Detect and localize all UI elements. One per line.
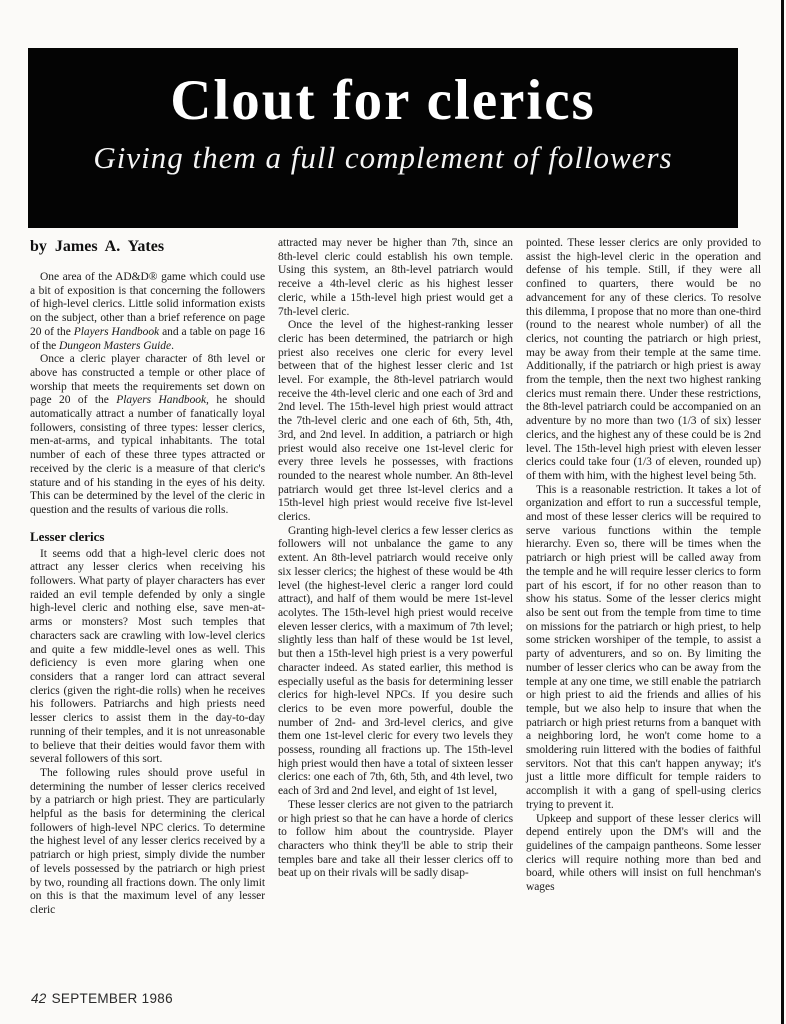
paragraph: This is a reasonable restriction. It takes a lot of organization and effort to run a successful temple, and most of these lesser clerics will be required to serve various functions within the temple hierarchy. Even so, there will be times when the patriarch or high priest will be called away from the temple and he will require lesser clerics to form part of his escort, if for no other reason than to show his status. Some of the lesser clerics might also be sent out from the temple from time to time on missions for the patriarch or high priest, to help some stricken worshiper of the temple, to assist a party of adventurers, and so on. By limiting the number of lesser clerics who can be away from the temple at any one time, we still enable the patriarch or high priest to aid the friends and allies of his temple, but we also help to insure that when the patriarch or high priest returns from a banquet with a neighboring lord, he won't come home to a smoldering ruin littered with the bodies of faithful servitors. Not that this can't happen anyway; it's just a little more difficult for temple raiders to accomplish it with a gang of spell-using clerics trying to prevent it. xyxy=(526,483,761,811)
article-column xyxy=(30,237,265,989)
byline: by James A. Yates xyxy=(30,238,165,255)
article-column xyxy=(526,237,761,989)
page-footer xyxy=(31,991,173,1006)
paragraph: Once the level of the highest-ranking lesser cleric has been determined, the patriarch or high priest also receives one cleric for every level between that of the highest lesser cleric and 1st level. For example, the 8th-level patriarch would receive the 4th-level cleric and one each of 3rd and 2nd level. The 15th-level high priest would attract the 7th-level cleric and one each of 6th, 5th, 4th, 3rd, and 2nd level. In addition, a patriarch or high priest would also receive one 1st-level cleric for every three levels he possesses, with fractions rounded to the nearest whole number. An 8th-level patriarch would get three lst-level clerics and a 15th-level high priest would receive five lst-level clerics. xyxy=(278,319,513,524)
article-header-banner xyxy=(28,48,738,228)
paragraph: Granting high-level clerics a few lesser clerics as followers will not unbalance the game to any extent. An 8th-level patriarch would receive only six lesser clerics; the highest of these would be 4th level (the highest-level cleric a ranger lord could attract), and half of them would be mere 1st-level acolytes. The 15th-level high priest would receive eleven lesser clerics, with a maximum of 7th level; slightly less than half of these would be 1st level, but then a 15th-level high priest is a very powerful character indeed. As stated earlier, this method is especially useful as the basis for determining lesser clerics for high-level NPCs. If you desire such clerics to be even more powerful, double the number of 2nd- and 3rd-level clerics, and give them one 1st-level cleric for every two levels they possess, rounding all fractions up. The 15th-level high priest would then have a total of sixteen lesser clerics: one each of 7th, 6th, 5th, and 4th level, two each of 3rd and 2nd level, and eight of 1st level, xyxy=(278,524,513,798)
paragraph: The following rules should prove useful in determining the number of lesser clerics received by a patriarch or high priest. They are particularly helpful as the basis for determining the clerical followers of high-level NPC clerics. To determine the highest level of any lesser clerics received by a patriarch or high priest, simply divide the number of levels possessed by the patriarch or high priest by two, rounding all fractions down. The only limit on this is that the maximum level of any lesser cleric xyxy=(30,766,265,916)
section-heading: Lesser clerics xyxy=(30,528,105,544)
paragraph: These lesser clerics are not given to the patriarch or high priest so that he can have a horde of clerics to follow him about the countryside. Player characters who think they'll be able to strip their temples bare and take all their lesser clerics off to beat up on their rivals will be sadly disap- xyxy=(278,798,513,880)
paragraph: Once a cleric player character of 8th level or above has constructed a temple or other place of worship that meets the requirements set down on page 20 of the Players Handbook, he should automatically attract a number of fanatically loyal followers, consisting of three types: lesser clerics, men-at-arms, and typical inhabitants. The total number of each of these three types attracted or received by the cleric is a measure of that cleric's stature and of his standing in the eyes of his deity. This can be determined by the level of the cleric in question and the results of various die rolls. xyxy=(30,353,265,516)
article-body xyxy=(30,237,761,989)
paragraph: pointed. These lesser clerics are only provided to assist the high-level cleric in the operation and defense of his temple. Still, if they were all confined to quarters, there would be no advancement for any of these clerics. To resolve this dilemma, I propose that no more than one-third (round to the nearest whole number) of all the clerics, not counting the patriarch or high priest, may be away from their temple at the same time. Additionally, if the patriarch or high priest is away from the temple, then the next two highest ranking clerics must remain there. Under these restrictions, the 8th-level patriarch could be accompanied on an adventure by no more than two (1/3 of six) lesser clerics, and the highest any of these could be is 2nd level. The 15th-level high priest with eleven lesser clerics could take four (1/3 of eleven, rounded up) of them with him, with the highest level being 5th. xyxy=(526,237,761,482)
article-subtitle: Giving them a full complement of followers xyxy=(93,140,673,175)
paragraph: attracted may never be higher than 7th, since an 8th-level cleric could establish his own temple. Using this system, an 8th-level patriarch would receive a 4th-level cleric as his highest lesser cleric, while a 15th-level high priest would get a 7th-level cleric. xyxy=(278,237,513,318)
paragraph: One area of the AD&D® game which could use a bit of exposition is that concerning the followers of high-level clerics. Little solid information exists on the subject, other than a brief reference on page 20 of the Players Handbook and a table on page 16 of the Dungeon Masters Guide. xyxy=(30,271,265,352)
paragraph: Upkeep and support of these lesser clerics will depend entirely upon the DM's will and the guidelines of the campaign pantheons. Some lesser clerics will require nothing more than bed and board, while others will insist on full henchman's wages xyxy=(526,812,761,894)
issue-date: SEPTEMBER 1986 xyxy=(51,991,173,1006)
paragraph: It seems odd that a high-level cleric does not attract any lesser clerics when receiving his followers. What party of player characters has ever raided an evil temple defended by only a single high-level cleric and nothing else, save men-at-arms or monsters? Most such temples that characters sack are crawling with low-level clerics and quite a few middle-level ones as well. This deficiency is even more glaring when one considers that a ranger lord can attract several clerics (given the right-die rolls) when he receives his followers. Patriarchs and high priests need lesser clerics to assist them in the day-to-day running of their temples, and it is not unreasonable to believe that their deities would favor them with several followers of this sort. xyxy=(30,547,265,766)
page-edge-line xyxy=(781,0,784,1024)
page-number: 42 xyxy=(31,991,47,1006)
article-title: Clout for clerics xyxy=(170,69,596,132)
article-column xyxy=(278,237,513,989)
